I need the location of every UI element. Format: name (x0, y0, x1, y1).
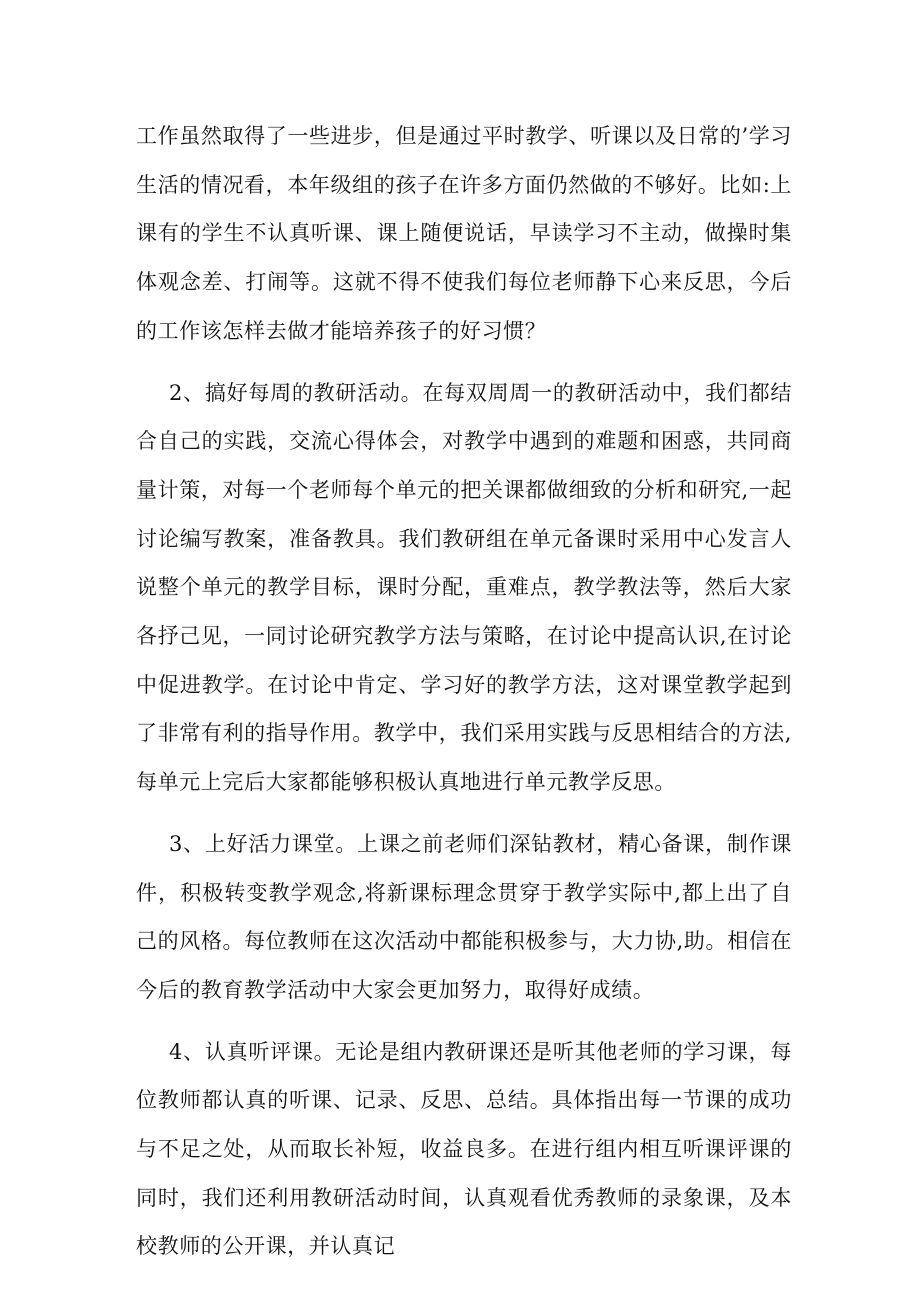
paragraph-4: 4、认真听评课。无论是组内教研课还是听其他老师的学习课，每位教师都认真的听课、记录、反思、总结。具体指出每一节课的成功与不足之处，从而取长补短，收益良多。在进行组内相互听课评课的同时，我们还利用教研活动时间，认真观看优秀教师的录象课，及本校教师的公开课，并认真记 (136, 1039, 792, 1259)
paragraph-2: 2、搞好每周的教研活动。在每双周周一的教研活动中，我们都结合自己的实践，交流心得体会，对教学中遇到的难题和困惑，共同商量计策，对每一个老师每个单元的把关课都做细致的分析和研究,一起讨论编写教案，准备教具。我们教研组在单元备课时采用中心发言人说整个单元的教学目标，课时分配，重难点，教学教法等，然后大家各抒己见，一同讨论研究教学方法与策略，在讨论中提高认识,在讨论中促进教学。在讨论中肯定、学习好的教学方法，这对课堂教学起到了非常有利的指导作用。教学中，我们采用实践与反思相结合的方法,每单元上完后大家都能够积极认真地进行单元教学反思。 (136, 380, 792, 795)
document-body (136, 112, 792, 1284)
paragraph-3: 3、上好活力课堂。上课之前老师们深钻教材，精心备课，制作课件，积极转变教学观念,将新课标理念贯穿于教学实际中,都上出了自己的风格。每位教师在这次活动中都能积极参与，大力协,助。相信在今后的教育教学活动中大家会更加努力，取得好成绩。 (136, 831, 792, 1002)
paragraph-1: 工作虽然取得了一些进步，但是通过平时教学、听课以及日常的’学习生活的情况看，本年级组的孩子在许多方面仍然做的不够好。比如:上课有的学生不认真听课、课上随便说话，早读学习不主动，做操时集体观念差、打闹等。这就不得不使我们每位老师静下心来反思，今后的工作该怎样去做才能培养孩子的好习惯？ (136, 124, 792, 343)
